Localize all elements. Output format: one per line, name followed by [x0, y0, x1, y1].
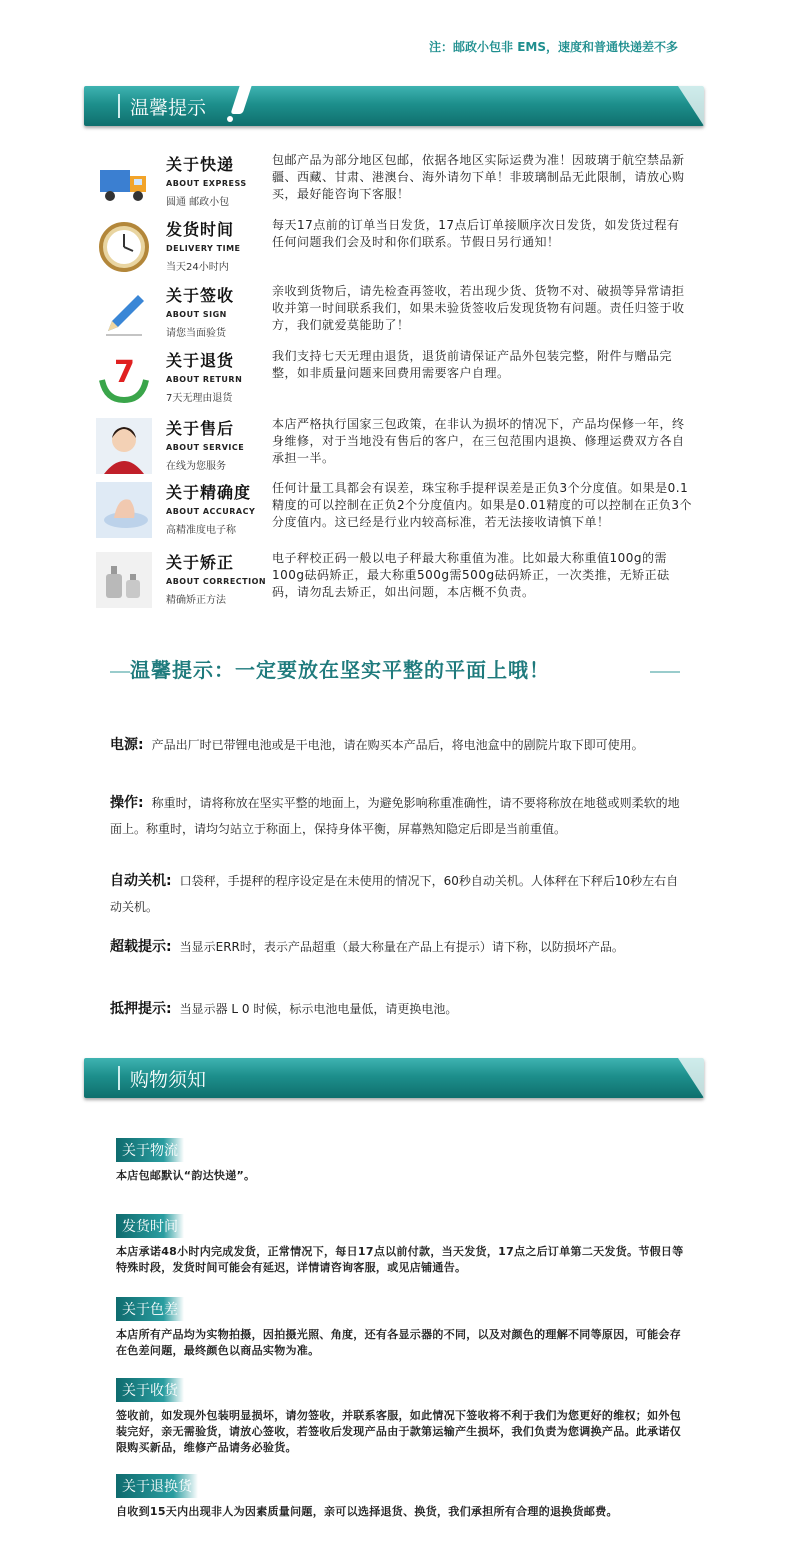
page-curl-decoration: [678, 1058, 704, 1098]
shipping-note: 注：邮政小包非 EMS，速度和普通快递差不多: [429, 40, 678, 54]
info-label: 操作:: [110, 795, 144, 811]
tip-title: 关于退货: [166, 351, 235, 370]
section-tag: 关于色差: [116, 1297, 184, 1321]
section-tag: 关于收货: [116, 1378, 184, 1402]
info-text: 产品出厂时已带锂电池或是干电池，请在购买本产品后，将电池盒中的剧院片取下即可使用。: [151, 738, 644, 752]
placement-slogan: 温馨提示：一定要放在坚实平整的平面上哦！: [130, 658, 550, 682]
tip-row-accuracy: [92, 480, 692, 540]
info-operation: [110, 790, 690, 842]
tip-description: 每天17点前的订单当日发货，17点后订单接顺序次日发货，如发货过程有任何问题我们会及时和你们联系。节假日另行通知！: [272, 218, 680, 249]
tip-description: 包邮产品为部分地区包邮，依据各地区实际运费为准！因玻璃于航空禁品新疆、西藏、甘肃、港澳台、海外请勿下单！非玻璃制品无此限制，请放心购买，最好能咨询下客服！: [272, 153, 685, 201]
tip-title-en: ABOUT CORRECTION: [166, 577, 267, 586]
info-overload: [110, 934, 690, 960]
tip-description: 任何计量工具都会有误差，珠宝称手提秤误差是正负3个分度值。如果是0.1精度的可以控制在正负2个分度值内。如果是0.01精度的可以控制在正负3个分度值内。这已经是行业内较高标准，若无法接收请慎下单！: [272, 481, 692, 529]
tip-title-en: ABOUT SERVICE: [166, 443, 245, 452]
weights-icon: [96, 552, 152, 608]
banner-divider: [118, 94, 120, 118]
slogan-line-left: [110, 671, 130, 673]
tip-title-en: ABOUT ACCURACY: [166, 507, 256, 516]
tip-row-service: [92, 416, 692, 476]
tip-row-sign: [92, 283, 692, 343]
section-text: 本店承诺48小时内完成发货，正常情况下，每日17点以前付款，当天发货，17点之后订单第二天发货。节假日等特殊时段，发货时间可能会有延迟，详情请咨询客服，或见店铺通告。: [116, 1245, 684, 1274]
section-returns: [116, 1474, 686, 1520]
section-text: 自收到15天内出现非人为因素质量问题，亲可以选择退货、换货，我们承担所有合理的退换货邮费。: [116, 1505, 618, 1518]
tip-description: 本店严格执行国家三包政策，在非认为损坏的情况下，产品均保修一年，终身维修，对于当地没有售后的客户，在三包范围内退换、修理运费双方各自承担一半。: [272, 417, 685, 465]
shopping-notice-banner: [84, 1058, 704, 1098]
tip-description: 亲收到货物后，请先检查再签收，若出现少货、货物不对、破损等异常请拒收并第一时间联系我们，如果未验货签收后发现货物有问题。责任归签于收方，我们就爱莫能助了！: [272, 284, 685, 332]
section-text: 本店所有产品均为实物拍摄，因拍摄光照、角度，还有各显示器的不同，以及对颜色的理解不同等原因，可能会存在色差问题，最终颜色以商品实物为准。: [116, 1328, 681, 1357]
info-text: 口袋秤，手提秤的程序设定是在未使用的情况下，60秒自动关机。人体秤在下秤后10秒左右自动关机。: [110, 874, 679, 914]
tip-row-express: [92, 152, 692, 212]
tip-title-en: ABOUT SIGN: [166, 310, 227, 319]
section-tag: 发货时间: [116, 1214, 184, 1238]
clock-icon: [96, 219, 152, 275]
tip-subtitle: 请您当面验货: [166, 328, 226, 339]
tip-title-en: ABOUT EXPRESS: [166, 179, 247, 188]
tip-title: 关于精确度: [166, 483, 252, 502]
tip-title: 关于矫正: [166, 553, 235, 572]
info-power: [110, 732, 690, 758]
tip-subtitle: 高精准度电子称: [166, 525, 236, 536]
tip-subtitle: 圆通 邮政小包: [166, 197, 230, 208]
tip-subtitle: 精确矫正方法: [166, 595, 226, 606]
banner-title: 购物须知: [130, 1069, 207, 1091]
banner-title: 温馨提示: [130, 97, 207, 119]
tip-row-return: [92, 348, 692, 408]
info-label: 电源:: [110, 737, 144, 753]
seven-day-return-icon: [96, 350, 152, 406]
section-tag: 关于物流: [116, 1138, 184, 1162]
service-agent-icon: [96, 418, 152, 474]
info-label: 自动关机:: [110, 873, 172, 889]
tip-description: 电子秤校正码一般以电子秤最大称重值为准。比如最大称重值100g的需100g砝码矫正，最大称重500g需500g砝码矫正，一次类推，无矫正砝码，请勿乱去矫正，如出问题，本店概不负责。: [272, 551, 670, 599]
info-text: 当显示ERR时，表示产品超重（最大称量在产品上有提示）请下称，以防损坏产品。: [179, 940, 624, 954]
tip-description: 我们支持七天无理由退货，退货前请保证产品外包装完整，附件与赠品完整，如非质量问题来回费用需要客户自理。: [272, 349, 673, 380]
section-tag: 关于退换货: [116, 1474, 198, 1498]
info-text: 称重时，请将称放在坚实平整的地面上，为避免影响称重准确性，请不要将称放在地毯或则柔软的地面上。称重时，请均匀站立于称面上，保持身体平衡，屏幕熟知隐定后即是当前重值。: [110, 796, 680, 836]
info-text: 当显示器 L 0 时候，标示电池电量低，请更换电池。: [179, 1002, 458, 1016]
scale-accuracy-icon: [96, 482, 152, 538]
banner-divider: [118, 1066, 120, 1090]
page-curl-decoration: [678, 86, 704, 126]
tip-title: 关于售后: [166, 419, 235, 438]
info-label: 抵押提示:: [110, 1001, 172, 1017]
section-color-difference: [116, 1297, 686, 1359]
tip-subtitle: 当天24小时内: [166, 262, 229, 273]
warm-tips-banner: [84, 86, 704, 126]
tip-row-delivery: [92, 217, 692, 277]
section-text: 本店包邮默认“韵达快递”。: [116, 1169, 256, 1182]
tip-title: 发货时间: [166, 220, 235, 239]
exclamation-dot: [227, 116, 233, 122]
section-logistics: [116, 1138, 686, 1184]
tip-row-correction: [92, 550, 692, 618]
section-receiving: [116, 1378, 686, 1456]
info-low-battery: [110, 996, 690, 1022]
info-auto-off: [110, 868, 690, 920]
slogan-line-right: [650, 671, 680, 673]
section-shipping-time: [116, 1214, 686, 1276]
tip-title-en: DELIVERY TIME: [166, 244, 241, 253]
exclamation-icon: [230, 80, 253, 114]
pen-icon: [96, 285, 152, 341]
tip-title-en: ABOUT RETURN: [166, 375, 243, 384]
section-text: 签收前，如发现外包装明显损坏，请勿签收，并联系客服，如此情况下签收将不利于我们为您更好的维权；如外包装完好，亲无需验货，请放心签收，若签收后发现产品由于款第运输产生损坏，我们负责为您调换产品。此承诺仅限购买新品，维修产品请务必验货。: [116, 1409, 681, 1454]
truck-icon: [96, 154, 152, 210]
tip-title: 关于快递: [166, 155, 235, 174]
svg-text:7: 7: [114, 355, 135, 390]
tip-subtitle: 7天无理由退货: [166, 393, 233, 404]
info-label: 超载提示:: [110, 939, 172, 955]
tip-title: 关于签收: [166, 286, 235, 305]
tip-subtitle: 在线为您服务: [166, 461, 226, 472]
